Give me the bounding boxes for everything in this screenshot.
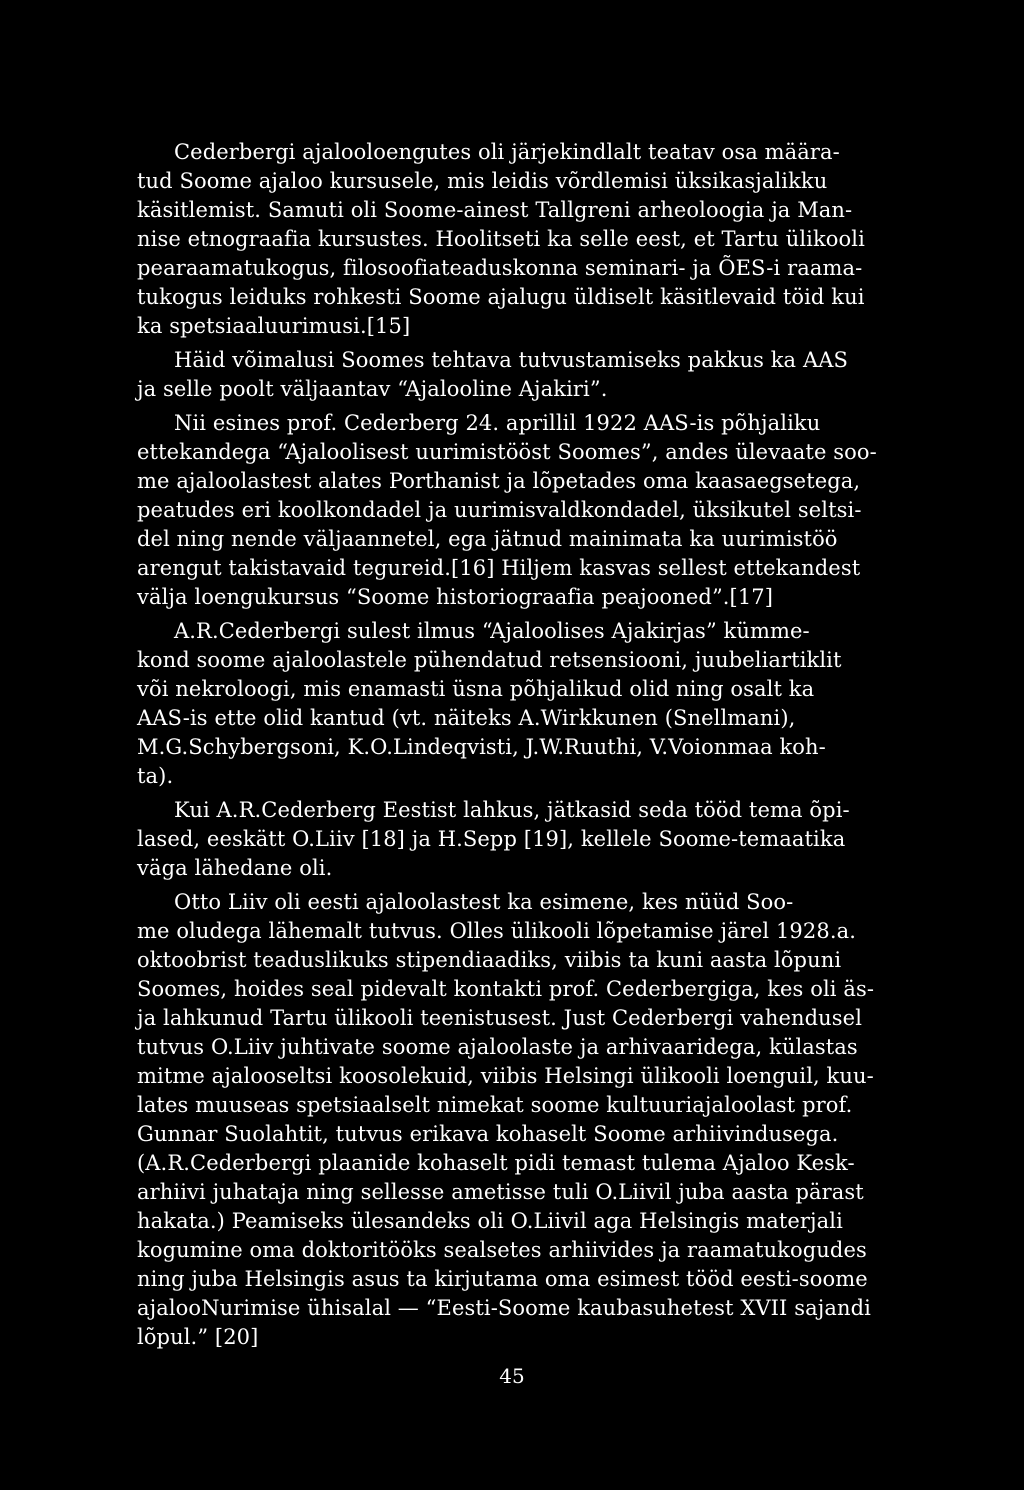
page-number: 45 [499, 1364, 525, 1388]
text-line: AAS-is ette olid kantud (vt. näiteks A.Wirkkunen (Snellmani), [137, 706, 796, 730]
text-line: hakata.) Peamiseks ülesandeks oli O.Liivil aga Helsingis materjali [137, 1209, 843, 1233]
text-line: ning juba Helsingis asus ta kirjutama oma esimest tööd eesti-soome [137, 1267, 868, 1291]
text-line: käsitlemist. Samuti oli Soome-ainest Tallgreni arheoloogia ja Man- [137, 198, 853, 222]
text-line: ka spetsiaaluurimusi.[15] [137, 314, 411, 338]
text-line: Kui A.R.Cederberg Eestist lahkus, jätkasid seda tööd tema õpi- [174, 798, 850, 822]
text-line: mitme ajalooseltsi koosolekuid, viibis Helsingi ülikooli loenguil, kuu- [137, 1064, 874, 1088]
text-line: välja loengukursus “Soome historiograafia peajooned”.[17] [137, 585, 774, 609]
text-line: kogumine oma doktoritööks sealsetes arhiivides ja raamatukogudes [137, 1238, 867, 1262]
text-line: Nii esines prof. Cederberg 24. aprillil 1922 AAS-is põhjaliku [174, 411, 821, 435]
text-line: Soomes, hoides seal pidevalt kontakti prof. Cederbergiga, kes oli äs- [137, 977, 875, 1001]
text-line: Gunnar Suolahtit, tutvus erikava kohaselt Soome arhiivindusega. [137, 1122, 839, 1146]
text-line: tutvus O.Liiv juhtivate soome ajaloolaste ja arhivaaridega, külastas [137, 1035, 858, 1059]
text-line: tukogus leiduks rohkesti Soome ajalugu üldiselt käsitlevaid töid kui [137, 285, 865, 309]
text-line: A.R.Cederbergi sulest ilmus “Ajaloolises Ajakirjas” kümme- [174, 619, 810, 643]
text-line: oktoobrist teaduslikuks stipendiaadiks, viibis ta kuni aasta lõpuni [137, 948, 842, 972]
text-line: nise etnograafia kursustes. Hoolitseti ka selle eest, et Tartu ülikooli [137, 227, 865, 251]
text-line: ta). [137, 764, 174, 788]
text-line: arhiivi juhataja ning sellesse ametisse tuli O.Liivil juba aasta pärast [137, 1180, 864, 1204]
text-line: me ajaloolastest alates Porthanist ja lõpetades oma kaasaegsetega, [137, 469, 861, 493]
text-line: del ning nende väljaannetel, ega jätnud mainimata ka uurimistöö [137, 527, 838, 551]
text-line: pearaamatukogus, filosoofiateaduskonna seminari- ja ÕES-i raama- [137, 256, 863, 280]
text-line: (A.R.Cederbergi plaanide kohaselt pidi temast tulema Ajaloo Kesk- [137, 1151, 855, 1175]
text-line: Otto Liiv oli eesti ajaloolastest ka esimene, kes nüüd Soo- [174, 890, 794, 914]
text-line: väga lähedane oli. [137, 856, 333, 880]
text-line: ja selle poolt väljaantav “Ajalooline Ajakiri”. [137, 377, 608, 401]
text-line: Häid võimalusi Soomes tehtava tutvustamiseks pakkus ka AAS [174, 348, 848, 372]
text-line: arengut takistavaid tegureid.[16] Hiljem kasvas sellest ettekandest [137, 556, 861, 580]
text-line: või nekroloogi, mis enamasti üsna põhjalikud olid ning osalt ka [137, 677, 815, 701]
text-line: M.G.Schybergsoni, K.O.Lindeqvisti, J.W.Ruuthi, V.Voionmaa koh- [137, 735, 826, 759]
text-line: peatudes eri koolkondadel ja uurimisvaldkondadel, üksikutel seltsi- [137, 498, 862, 522]
text-line: ja lahkunud Tartu ülikooli teenistusest. Just Cederbergi vahendusel [137, 1006, 863, 1030]
text-line: me oludega lähemalt tutvus. Olles ülikooli lõpetamise järel 1928.a. [137, 919, 856, 943]
text-line: tud Soome ajaloo kursusele, mis leidis võrdlemisi üksikasjalikku [137, 169, 828, 193]
text-line: ajalooNurimise ühisalal — “Eesti-Soome kaubasuhetest XVII sajandi [137, 1296, 871, 1320]
text-line: lõpul.” [20] [137, 1325, 259, 1349]
text-line: ettekandega “Ajaloolisest uurimistööst Soomes”, andes ülevaate soo- [137, 440, 877, 464]
text-line: lates muuseas spetsiaalselt nimekat soome kultuuriajaloolast prof. [137, 1093, 853, 1117]
text-line: lased, eeskätt O.Liiv [18] ja H.Sepp [19], kellele Soome-temaatika [137, 827, 846, 851]
text-line: kond soome ajaloolastele pühendatud retsensiooni, juubeliartiklit [137, 648, 842, 672]
text-line: Cederbergi ajalooloengutes oli järjekindlalt teatav osa määra- [174, 140, 840, 164]
